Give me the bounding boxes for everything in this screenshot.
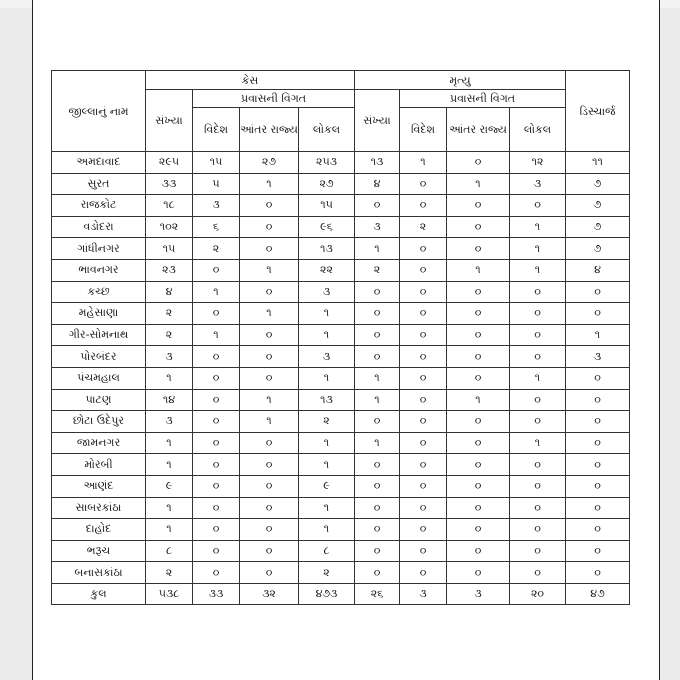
deaths-foreign-cell: ૦	[400, 324, 447, 346]
cases-interstate-cell: ૦	[240, 324, 299, 346]
district-name-cell: ભાવનગર	[52, 259, 146, 281]
cases-foreign-cell: ૦	[193, 497, 240, 519]
deaths-local-cell: ૧૨	[510, 152, 566, 174]
deaths-foreign-cell: ૦	[400, 519, 447, 541]
discharge-count-cell: ૦	[566, 519, 630, 541]
discharge-count-cell: ૦	[566, 432, 630, 454]
deaths-count-cell: ૧૩	[355, 152, 400, 174]
cases-foreign-cell: ૦	[193, 432, 240, 454]
table-header	[52, 71, 630, 152]
deaths-local-cell: ૧	[510, 432, 566, 454]
deaths-count-cell: ૩	[355, 216, 400, 238]
cases-interstate-cell: ૨૭	[240, 152, 299, 174]
district-name-cell: ભરૂચ	[52, 540, 146, 562]
cases-local-cell: ૯	[299, 475, 355, 497]
deaths-count-cell: ૦	[355, 475, 400, 497]
deaths-foreign-cell: ૦	[400, 303, 447, 325]
cases-local-cell: ૩	[299, 281, 355, 303]
deaths-interstate-cell: ૦	[447, 281, 510, 303]
cases-local-cell: ૮	[299, 540, 355, 562]
cases-count-cell: ૧	[146, 432, 193, 454]
cases-count-cell: ૯	[146, 475, 193, 497]
district-name-cell: કચ્છ	[52, 281, 146, 303]
district-name-cell: ગીર-સોમનાથ	[52, 324, 146, 346]
district-name-cell: આણંદ	[52, 475, 146, 497]
cases-count-cell: ૪	[146, 281, 193, 303]
deaths-count-cell: ૦	[355, 497, 400, 519]
table-row	[52, 238, 630, 260]
cases-interstate-cell: ૧	[240, 303, 299, 325]
cases-foreign-cell: ૦	[193, 562, 240, 584]
cases-interstate-cell: ૧	[240, 259, 299, 281]
deaths-local-cell: ૦	[510, 411, 566, 433]
deaths-count-cell: ૧	[355, 389, 400, 411]
deaths-local-cell: ૧	[510, 367, 566, 389]
deaths-foreign-cell: ૦	[400, 411, 447, 433]
cases-header: કેસ	[146, 71, 355, 90]
deaths-local-cell: ૩	[510, 173, 566, 195]
cases-interstate-header: આંતર રાજ્ય	[240, 108, 299, 152]
deaths-local-cell: ૨૦	[510, 583, 566, 605]
deaths-foreign-cell: ૧	[400, 152, 447, 174]
cases-count-cell: ૩	[146, 346, 193, 368]
cases-foreign-cell: ૧	[193, 281, 240, 303]
deaths-foreign-header: વિદેશ	[400, 108, 447, 152]
deaths-local-cell: ૦	[510, 540, 566, 562]
deaths-interstate-cell: ૩	[447, 583, 510, 605]
cases-interstate-cell: ૦	[240, 346, 299, 368]
deaths-interstate-header: આંતર રાજ્ય	[447, 108, 510, 152]
deaths-local-cell: ૦	[510, 497, 566, 519]
discharge-header: ડિસ્ચાર્જ	[566, 71, 630, 152]
deaths-foreign-cell: ૦	[400, 195, 447, 217]
cases-interstate-cell: ૩૨	[240, 583, 299, 605]
cases-count-cell: ૩	[146, 411, 193, 433]
cases-count-cell: ૧	[146, 367, 193, 389]
deaths-local-cell: ૦	[510, 475, 566, 497]
cases-local-cell: ૧૩	[299, 389, 355, 411]
deaths-foreign-cell: ૦	[400, 432, 447, 454]
cases-interstate-cell: ૦	[240, 562, 299, 584]
table-row	[52, 324, 630, 346]
district-name-cell: સુરત	[52, 173, 146, 195]
cases-count-cell: ૨૩	[146, 259, 193, 281]
deaths-interstate-cell: ૦	[447, 303, 510, 325]
table-row	[52, 411, 630, 433]
cases-local-cell: ૧	[299, 324, 355, 346]
cases-local-cell: ૧	[299, 303, 355, 325]
total-row	[52, 583, 630, 605]
district-name-cell: છોટા ઉદેપુર	[52, 411, 146, 433]
cases-foreign-cell: ૦	[193, 346, 240, 368]
cases-foreign-cell: ૦	[193, 411, 240, 433]
deaths-count-cell: ૦	[355, 324, 400, 346]
deaths-foreign-cell: ૦	[400, 173, 447, 195]
table-row	[52, 519, 630, 541]
deaths-interstate-cell: ૦	[447, 152, 510, 174]
deaths-header: મૃત્યુ	[355, 71, 566, 90]
deaths-travel-header: પ્રવાસની વિગત	[400, 90, 566, 108]
discharge-count-cell: ૪	[566, 259, 630, 281]
district-name-cell: પોરબંદર	[52, 346, 146, 368]
discharge-count-cell: ૭	[566, 238, 630, 260]
discharge-count-cell: ૩	[566, 346, 630, 368]
cases-local-cell: ૧	[299, 454, 355, 476]
deaths-count-cell: ૧	[355, 432, 400, 454]
document-sheet	[32, 0, 660, 680]
table-body	[52, 152, 630, 605]
cases-local-cell: ૨૫૩	[299, 152, 355, 174]
deaths-interstate-cell: ૦	[447, 454, 510, 476]
deaths-count-cell: ૦	[355, 303, 400, 325]
district-name-cell: દાહોદ	[52, 519, 146, 541]
table-row	[52, 540, 630, 562]
deaths-count-header: સંખ્યા	[355, 90, 400, 152]
district-name-cell: વડોદરા	[52, 216, 146, 238]
table-row	[52, 303, 630, 325]
cases-count-cell: ૫૩૮	[146, 583, 193, 605]
deaths-interstate-cell: ૦	[447, 540, 510, 562]
cases-local-cell: ૧૫	[299, 195, 355, 217]
cases-count-cell: ૧	[146, 519, 193, 541]
discharge-count-cell: ૪૭	[566, 583, 630, 605]
discharge-count-cell: ૦	[566, 367, 630, 389]
district-name-cell: રાજકોટ	[52, 195, 146, 217]
cases-local-cell: ૨૭	[299, 173, 355, 195]
cases-local-cell: ૨	[299, 411, 355, 433]
cases-interstate-cell: ૦	[240, 454, 299, 476]
cases-count-cell: ૨૯૫	[146, 152, 193, 174]
deaths-interstate-cell: ૦	[447, 367, 510, 389]
cases-foreign-cell: ૦	[193, 540, 240, 562]
cases-count-cell: ૧૪	[146, 389, 193, 411]
district-name-cell: બનાસકાંઠા	[52, 562, 146, 584]
table-row	[52, 475, 630, 497]
discharge-count-cell: ૦	[566, 475, 630, 497]
deaths-local-cell: ૦	[510, 454, 566, 476]
table-row	[52, 281, 630, 303]
discharge-count-cell: ૦	[566, 562, 630, 584]
deaths-interstate-cell: ૧	[447, 389, 510, 411]
cases-interstate-cell: ૧	[240, 411, 299, 433]
deaths-count-cell: ૦	[355, 195, 400, 217]
deaths-foreign-cell: ૦	[400, 389, 447, 411]
discharge-count-cell: ૧૧	[566, 152, 630, 174]
district-name-cell: જામનગર	[52, 432, 146, 454]
cases-interstate-cell: ૧	[240, 173, 299, 195]
deaths-interstate-cell: ૦	[447, 411, 510, 433]
deaths-interstate-cell: ૦	[447, 475, 510, 497]
cases-foreign-cell: ૫	[193, 173, 240, 195]
discharge-count-cell: ૦	[566, 389, 630, 411]
cases-local-cell: ૧	[299, 367, 355, 389]
cases-local-header: લોકલ	[299, 108, 355, 152]
cases-interstate-cell: ૦	[240, 540, 299, 562]
cases-count-cell: ૨	[146, 303, 193, 325]
deaths-interstate-cell: ૦	[447, 324, 510, 346]
deaths-interstate-cell: ૦	[447, 195, 510, 217]
table-row	[52, 152, 630, 174]
table-row	[52, 432, 630, 454]
cases-foreign-header: વિદેશ	[193, 108, 240, 152]
deaths-local-cell: ૦	[510, 389, 566, 411]
deaths-foreign-cell: ૨	[400, 216, 447, 238]
district-name-cell: પાટણ	[52, 389, 146, 411]
cases-count-cell: ૧૫	[146, 238, 193, 260]
discharge-count-cell: ૦	[566, 303, 630, 325]
cases-count-cell: ૮	[146, 540, 193, 562]
cases-foreign-cell: ૦	[193, 475, 240, 497]
cases-count-cell: ૧	[146, 454, 193, 476]
deaths-count-cell: ૦	[355, 411, 400, 433]
deaths-foreign-cell: ૦	[400, 497, 447, 519]
cases-foreign-cell: ૩	[193, 195, 240, 217]
discharge-count-cell: ૭	[566, 216, 630, 238]
district-name-cell: ગાંધીનગર	[52, 238, 146, 260]
deaths-local-cell: ૧	[510, 238, 566, 260]
cases-interstate-cell: ૦	[240, 367, 299, 389]
district-name-cell: અમદાવાદ	[52, 152, 146, 174]
deaths-local-cell: ૧	[510, 259, 566, 281]
cases-interstate-cell: ૦	[240, 519, 299, 541]
cases-interstate-cell: ૦	[240, 216, 299, 238]
cases-count-header: સંખ્યા	[146, 90, 193, 152]
deaths-foreign-cell: ૦	[400, 238, 447, 260]
deaths-foreign-cell: ૦	[400, 281, 447, 303]
deaths-local-cell: ૦	[510, 346, 566, 368]
district-name-cell: સાબરકાંઠા	[52, 497, 146, 519]
deaths-local-cell: ૦	[510, 324, 566, 346]
table-row	[52, 389, 630, 411]
discharge-count-cell: ૭	[566, 173, 630, 195]
cases-foreign-cell: ૦	[193, 303, 240, 325]
district-name-cell: પંચમહાલ	[52, 367, 146, 389]
deaths-count-cell: ૦	[355, 454, 400, 476]
deaths-local-cell: ૦	[510, 303, 566, 325]
district-name-cell: કુલ	[52, 583, 146, 605]
deaths-foreign-cell: ૦	[400, 367, 447, 389]
cases-foreign-cell: ૧	[193, 324, 240, 346]
deaths-foreign-cell: ૩	[400, 583, 447, 605]
deaths-foreign-cell: ૦	[400, 562, 447, 584]
deaths-foreign-cell: ૦	[400, 346, 447, 368]
deaths-count-cell: ૦	[355, 346, 400, 368]
discharge-count-cell: ૧	[566, 324, 630, 346]
discharge-count-cell: ૦	[566, 281, 630, 303]
cases-local-cell: ૧	[299, 432, 355, 454]
cases-foreign-cell: ૬	[193, 216, 240, 238]
table-row	[52, 367, 630, 389]
deaths-local-cell: ૦	[510, 519, 566, 541]
cases-foreign-cell: ૦	[193, 259, 240, 281]
deaths-count-cell: ૦	[355, 281, 400, 303]
cases-interstate-cell: ૦	[240, 432, 299, 454]
table-row	[52, 259, 630, 281]
table-row	[52, 173, 630, 195]
cases-foreign-cell: ૧૫	[193, 152, 240, 174]
deaths-interstate-cell: ૦	[447, 497, 510, 519]
cases-foreign-cell: ૦	[193, 367, 240, 389]
cases-count-cell: ૨	[146, 562, 193, 584]
deaths-local-cell: ૦	[510, 195, 566, 217]
cases-foreign-cell: ૦	[193, 454, 240, 476]
deaths-count-cell: ૪	[355, 173, 400, 195]
cases-foreign-cell: ૦	[193, 519, 240, 541]
cases-local-cell: ૨૨	[299, 259, 355, 281]
table-row	[52, 562, 630, 584]
cases-local-cell: ૧૩	[299, 238, 355, 260]
cases-local-cell: ૯૬	[299, 216, 355, 238]
district-name-header: જીલ્લાનું નામ	[52, 71, 146, 152]
deaths-foreign-cell: ૦	[400, 540, 447, 562]
cases-foreign-cell: ૦	[193, 389, 240, 411]
cases-interstate-cell: ૦	[240, 497, 299, 519]
deaths-count-cell: ૨	[355, 259, 400, 281]
deaths-foreign-cell: ૦	[400, 259, 447, 281]
cases-interstate-cell: ૧	[240, 389, 299, 411]
district-report-table	[51, 70, 630, 605]
cases-count-cell: ૩૩	[146, 173, 193, 195]
deaths-interstate-cell: ૧	[447, 173, 510, 195]
cases-foreign-cell: ૨	[193, 238, 240, 260]
deaths-count-cell: ૦	[355, 540, 400, 562]
cases-local-cell: ૧	[299, 497, 355, 519]
table-row	[52, 497, 630, 519]
deaths-count-cell: ૦	[355, 562, 400, 584]
deaths-foreign-cell: ૦	[400, 454, 447, 476]
deaths-local-cell: ૦	[510, 281, 566, 303]
cases-count-cell: ૨	[146, 324, 193, 346]
discharge-count-cell: ૦	[566, 411, 630, 433]
cases-count-cell: ૧	[146, 497, 193, 519]
district-name-cell: મોરબી	[52, 454, 146, 476]
deaths-interstate-cell: ૧	[447, 259, 510, 281]
deaths-interstate-cell: ૦	[447, 238, 510, 260]
discharge-count-cell: ૦	[566, 454, 630, 476]
deaths-count-cell: ૧	[355, 238, 400, 260]
deaths-interstate-cell: ૦	[447, 346, 510, 368]
deaths-count-cell: ૦	[355, 519, 400, 541]
cases-count-cell: ૧૦૨	[146, 216, 193, 238]
table-row	[52, 346, 630, 368]
table-row	[52, 454, 630, 476]
cases-interstate-cell: ૦	[240, 475, 299, 497]
deaths-count-cell: ૧	[355, 367, 400, 389]
deaths-foreign-cell: ૦	[400, 475, 447, 497]
cases-local-cell: ૩	[299, 346, 355, 368]
deaths-local-header: લોકલ	[510, 108, 566, 152]
table-row	[52, 216, 630, 238]
discharge-count-cell: ૦	[566, 497, 630, 519]
cases-local-cell: ૪૭૩	[299, 583, 355, 605]
discharge-count-cell: ૭	[566, 195, 630, 217]
deaths-count-cell: ૨૬	[355, 583, 400, 605]
cases-local-cell: ૨	[299, 562, 355, 584]
cases-travel-header: પ્રવાસની વિગત	[193, 90, 355, 108]
discharge-count-cell: ૦	[566, 540, 630, 562]
cases-foreign-cell: ૩૩	[193, 583, 240, 605]
cases-interstate-cell: ૦	[240, 281, 299, 303]
deaths-interstate-cell: ૦	[447, 562, 510, 584]
deaths-interstate-cell: ૦	[447, 432, 510, 454]
table-row	[52, 195, 630, 217]
deaths-interstate-cell: ૦	[447, 519, 510, 541]
district-name-cell: મહેસાણા	[52, 303, 146, 325]
cases-local-cell: ૧	[299, 519, 355, 541]
deaths-local-cell: ૧	[510, 216, 566, 238]
deaths-local-cell: ૦	[510, 562, 566, 584]
cases-interstate-cell: ૦	[240, 238, 299, 260]
cases-interstate-cell: ૦	[240, 195, 299, 217]
cases-count-cell: ૧૮	[146, 195, 193, 217]
deaths-interstate-cell: ૦	[447, 216, 510, 238]
